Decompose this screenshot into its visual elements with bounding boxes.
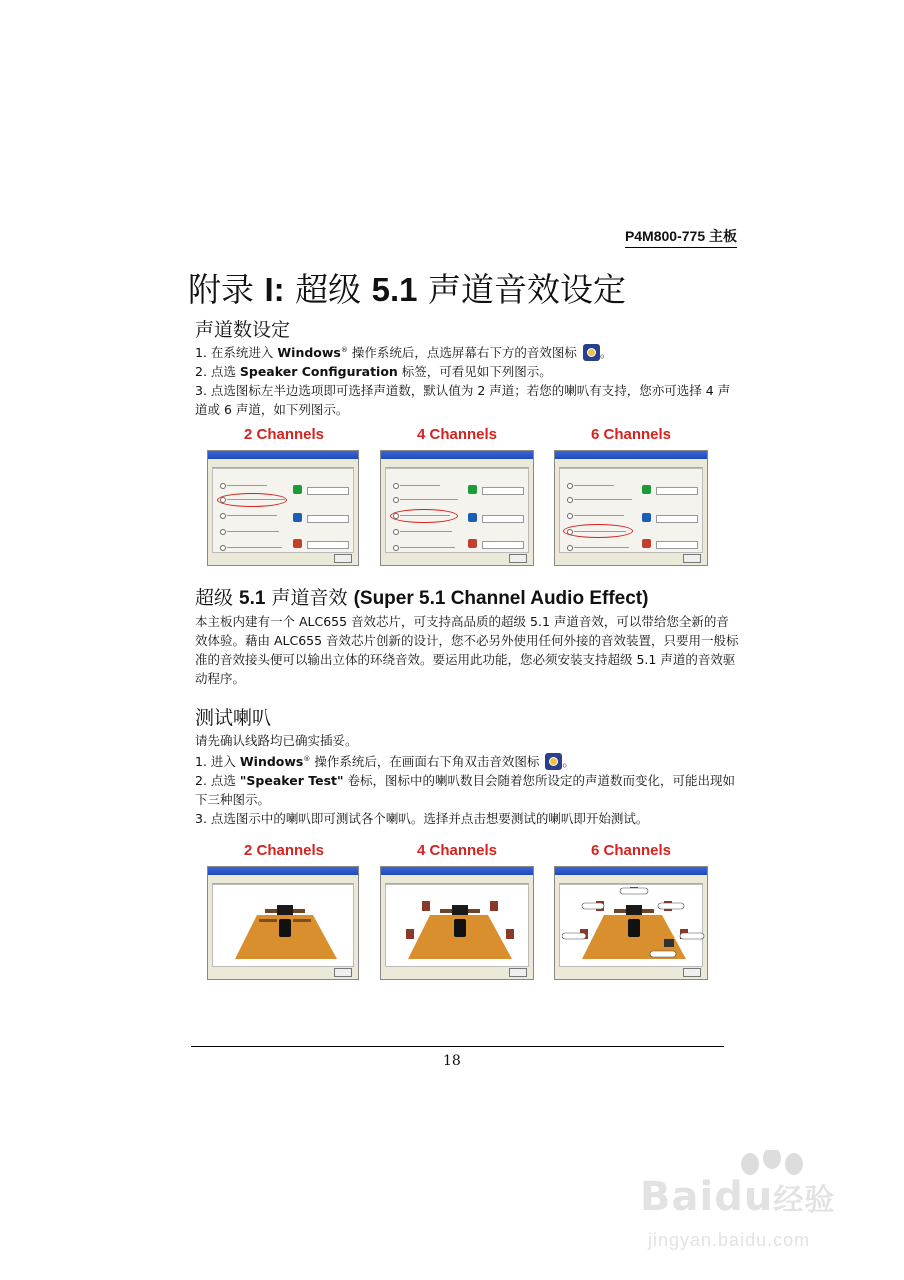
watermark-url: jingyan.baidu.com — [648, 1230, 811, 1250]
footer-rule — [191, 1046, 724, 1047]
page-number: 18 — [443, 1053, 461, 1069]
watermark-brand: Baidu — [640, 1174, 774, 1220]
document-header: P4M800-775 主板 — [625, 226, 737, 248]
figure-label-4ch: 4 Channels — [416, 426, 498, 443]
watermark-brand-cn: 经验 — [773, 1183, 836, 1218]
speaker-test-screenshot-6ch — [554, 866, 708, 980]
step-3: 3. 点选图标左半边选项即可选择声道数，默认值为 2 声道；若您的喇叭有支持，您亦可选择 4 声道或 6 声道，如下列图示。 — [195, 383, 731, 418]
page-title: 附录 I: 超级 5.1 声道音效设定 — [188, 270, 627, 309]
figure-label-6ch: 6 Channels — [590, 426, 672, 443]
figure-label-6ch-test: 6 Channels — [590, 842, 672, 859]
intro: 请先确认线路均已确实插妥。 — [195, 733, 358, 748]
section-heading-speaker-test: 测试喇叭 — [195, 707, 272, 729]
figure-label-2ch-test: 2 Channels — [243, 842, 325, 859]
speaker-test-screenshot-4ch — [380, 866, 534, 980]
speaker-config-screenshot-6ch — [554, 450, 708, 566]
step-2: 2. 点选 Speaker Configuration 标签，可看见如下列图示。 — [195, 364, 552, 380]
section-heading-super51: 超级 5.1 声道音效 (Super 5.1 Channel Audio Effect) — [195, 587, 649, 609]
figure-label-2ch: 2 Channels — [243, 426, 325, 443]
step-1: 1. 进入 Windows® 操作系统后，在画面右下角双击音效图标 。 — [195, 754, 575, 770]
figure-label-4ch-test: 4 Channels — [416, 842, 498, 859]
step-2: 2. 点选 "Speaker Test" 卷标，图标中的喇叭数目会随着您所设定的声道数而变化，可能出现如下三种图示。 — [195, 773, 735, 808]
watermark — [640, 1150, 870, 1260]
speaker-config-screenshot-4ch — [380, 450, 534, 566]
section-super51-paragraph: 本主板内建有一个 ALC655 音效芯片，可支持高品质的超级 5.1 声道音效，可以带给您全新的音效体验。藉由 ALC655 音效芯片创新的设计，您不必另外使用任何外接的音效装置，只要用一般标准的音效接头便可以输出立体的环绕音效。要运用此功能，您必须安装支持超级 5.1 声道的音效驱动程序。 — [195, 614, 739, 686]
audio-tray-icon — [583, 344, 600, 361]
speaker-test-screenshot-2ch — [207, 866, 359, 980]
section-heading-channels: 声道数设定 — [195, 319, 291, 341]
audio-tray-icon — [545, 753, 562, 770]
speaker-config-screenshot-2ch — [207, 450, 359, 566]
section-speaker-test-steps — [195, 731, 740, 828]
step-1: 1. 在系统进入 Windows® 操作系统后，点选屏幕右下方的音效图标 。 — [195, 345, 613, 361]
step-3: 3. 点选图示中的喇叭即可测试各个喇叭。选择并点击想要测试的喇叭即开始测试。 — [195, 811, 649, 827]
section-channels-steps — [195, 341, 740, 419]
